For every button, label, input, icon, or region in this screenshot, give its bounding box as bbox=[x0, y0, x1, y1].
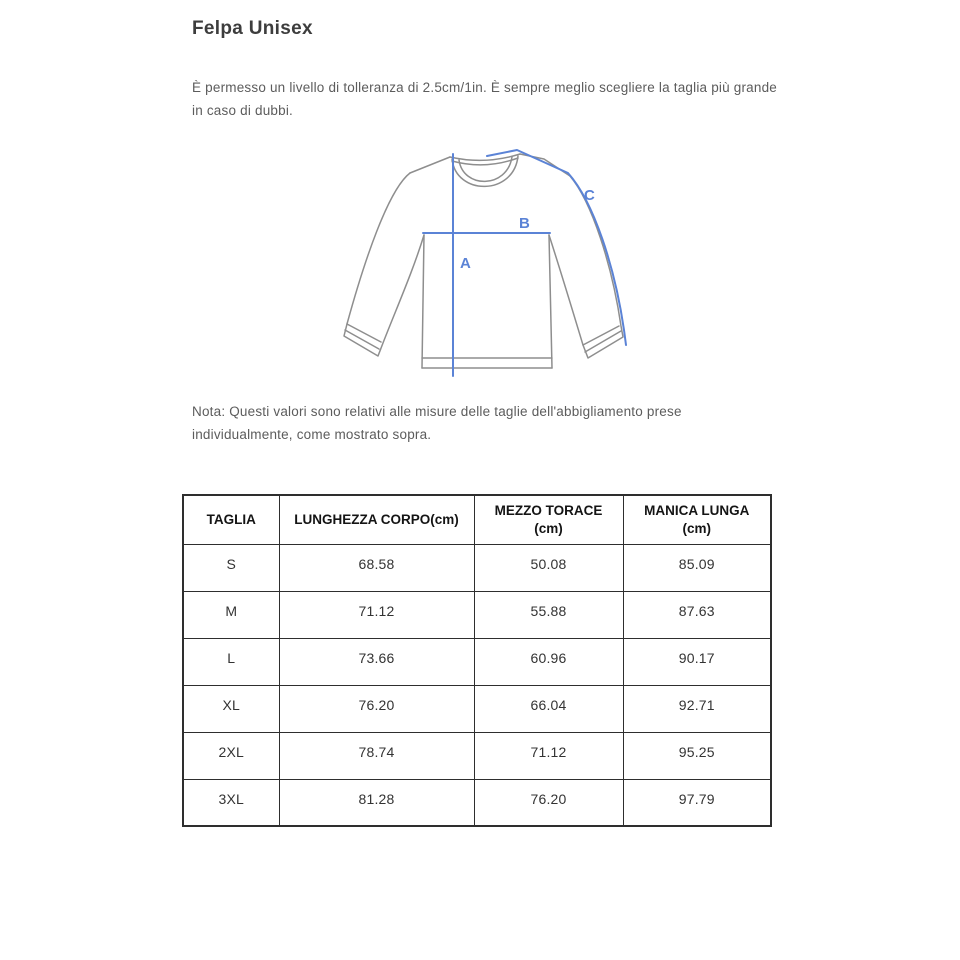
cell-half-chest: 76.20 bbox=[474, 779, 623, 826]
table-row-2xl bbox=[183, 732, 771, 779]
measure-labels bbox=[460, 187, 595, 272]
measure-line-c bbox=[487, 150, 626, 345]
measure-label-b: B bbox=[519, 215, 530, 232]
cell-size: 2XL bbox=[183, 732, 279, 779]
cell-body-length: 76.20 bbox=[279, 685, 474, 732]
cell-body-length: 78.74 bbox=[279, 732, 474, 779]
cell-sleeve-length: 90.17 bbox=[623, 638, 771, 685]
table-row-m bbox=[183, 591, 771, 638]
col-header-line: MANICA LUNGA bbox=[644, 502, 750, 518]
col-header-mezzo-torace bbox=[474, 495, 623, 544]
col-header-line: MEZZO TORACE bbox=[494, 502, 603, 518]
cell-body-length: 81.28 bbox=[279, 779, 474, 826]
cell-body-length: 73.66 bbox=[279, 638, 474, 685]
cell-body-length: 68.58 bbox=[279, 544, 474, 591]
size-table bbox=[182, 494, 772, 827]
cell-half-chest: 60.96 bbox=[474, 638, 623, 685]
col-header-unit: (cm) bbox=[534, 520, 563, 536]
tolerance-note: È permesso un livello di tolleranza di 2.5cm/1in. È sempre meglio scegliere la taglia più grande in caso di dubbi. bbox=[192, 80, 777, 118]
table-row-xl bbox=[183, 685, 771, 732]
size-table-header-row bbox=[183, 495, 771, 544]
cell-size: 3XL bbox=[183, 779, 279, 826]
cell-sleeve-length: 87.63 bbox=[623, 591, 771, 638]
values-note: Nota: Questi valori sono relativi alle misure delle taglie dell'abbigliamento prese individualmente, come mostrato sopra. bbox=[192, 404, 682, 442]
table-row-s bbox=[183, 544, 771, 591]
cell-half-chest: 50.08 bbox=[474, 544, 623, 591]
col-header-unit: (cm) bbox=[682, 520, 711, 536]
sweatshirt-diagram-svg bbox=[330, 140, 630, 385]
cell-sleeve-length: 92.71 bbox=[623, 685, 771, 732]
page-title: Felpa Unisex bbox=[192, 18, 313, 39]
table-row-3xl bbox=[183, 779, 771, 826]
cell-size: XL bbox=[183, 685, 279, 732]
measure-label-a: A bbox=[460, 255, 471, 272]
measure-lines bbox=[423, 150, 626, 376]
col-header-line: TAGLIA bbox=[206, 511, 256, 527]
col-header-line: LUNGHEZZA CORPO(cm) bbox=[294, 511, 459, 527]
cell-half-chest: 66.04 bbox=[474, 685, 623, 732]
cell-sleeve-length: 85.09 bbox=[623, 544, 771, 591]
measure-label-c: C bbox=[584, 187, 595, 204]
cell-sleeve-length: 95.25 bbox=[623, 732, 771, 779]
cell-size: M bbox=[183, 591, 279, 638]
col-header-taglia bbox=[183, 495, 279, 544]
table-row-l bbox=[183, 638, 771, 685]
cell-half-chest: 55.88 bbox=[474, 591, 623, 638]
cell-sleeve-length: 97.79 bbox=[623, 779, 771, 826]
cell-size: L bbox=[183, 638, 279, 685]
sweatshirt-measurement-diagram bbox=[330, 140, 630, 385]
cell-body-length: 71.12 bbox=[279, 591, 474, 638]
cell-half-chest: 71.12 bbox=[474, 732, 623, 779]
cell-size: S bbox=[183, 544, 279, 591]
col-header-lunghezza-corpo bbox=[279, 495, 474, 544]
col-header-manica-lunga bbox=[623, 495, 771, 544]
sweatshirt-outline bbox=[344, 154, 623, 368]
